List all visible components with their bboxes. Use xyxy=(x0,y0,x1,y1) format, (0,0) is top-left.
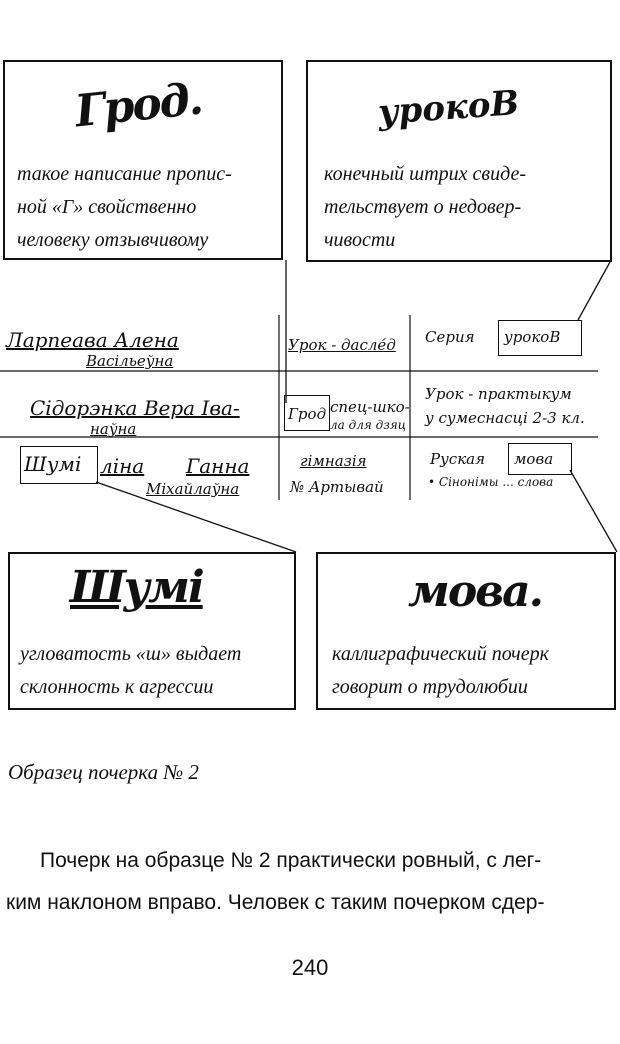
handwriting-sample: Шумі xyxy=(70,562,203,613)
handwriting-sample: мова. xyxy=(408,566,542,617)
connector-line xyxy=(578,262,610,320)
sample-text: мова xyxy=(514,450,554,468)
annotation-box-bottom-right xyxy=(316,552,616,710)
sample-text: ліна xyxy=(100,454,145,478)
sample-text: Грод xyxy=(288,405,327,423)
sample-text: Урок - дасле́д xyxy=(288,336,396,354)
caption-line: чивости xyxy=(324,229,396,251)
sample-text: Сідорэнка Вера Іва- xyxy=(30,396,240,420)
sample-text: Ларпеава Алена xyxy=(6,328,179,352)
caption-line: тельствует о недовер- xyxy=(324,196,522,218)
handwriting-sample: урокоВ xyxy=(376,83,521,133)
caption-line: говорит о трудолюбии xyxy=(332,676,528,698)
caption-line: склонность к агрессии xyxy=(20,676,214,698)
sample-text: № Артывай xyxy=(290,478,384,496)
sample-text: ла для дзяц xyxy=(330,418,407,432)
sample-text: Серия xyxy=(425,328,475,346)
sample-text: Ганна xyxy=(186,454,250,478)
figure-caption: Образец почерка № 2 xyxy=(8,760,199,784)
annotation-box-top-right xyxy=(306,60,612,262)
sample-text: урокоВ xyxy=(504,328,561,346)
sample-text: • Сінонімы ... слова xyxy=(428,475,554,489)
sample-text: спец-шко- xyxy=(330,398,410,416)
caption-line: человеку отзывчивому xyxy=(17,229,209,251)
body-text-line: ким наклоном вправо. Человек с таким почерком сдер- xyxy=(6,891,545,914)
sample-text: у сумеснасці 2-3 кл. xyxy=(425,409,585,427)
caption-line: угловатость «ш» выдает xyxy=(20,643,242,665)
caption-line: конечный штрих свиде- xyxy=(324,163,527,185)
sample-text: Шумі xyxy=(24,452,82,476)
sample-text: Васільеўна xyxy=(86,352,174,370)
sample-text: гімназія xyxy=(300,452,367,470)
caption-line: каллиграфический почерк xyxy=(332,643,549,665)
connector-line xyxy=(570,470,617,552)
body-text-line: Почерк на образце № 2 практически ровный, с лег- xyxy=(40,849,542,872)
caption-line: ной «Г» свойственно xyxy=(17,196,197,218)
sample-text: наўна xyxy=(90,420,137,438)
caption-line: такое написание пропис- xyxy=(17,163,232,185)
annotation-box-bottom-left xyxy=(8,552,296,710)
sample-text: Урок - практыкум xyxy=(425,385,572,403)
annotation-box-top-left xyxy=(3,60,283,260)
page-number: 240 xyxy=(291,955,329,980)
sample-text: Міхайлаўна xyxy=(146,480,240,498)
sample-text: Руская xyxy=(430,450,486,468)
handwriting-sample: Грод. xyxy=(72,73,204,138)
